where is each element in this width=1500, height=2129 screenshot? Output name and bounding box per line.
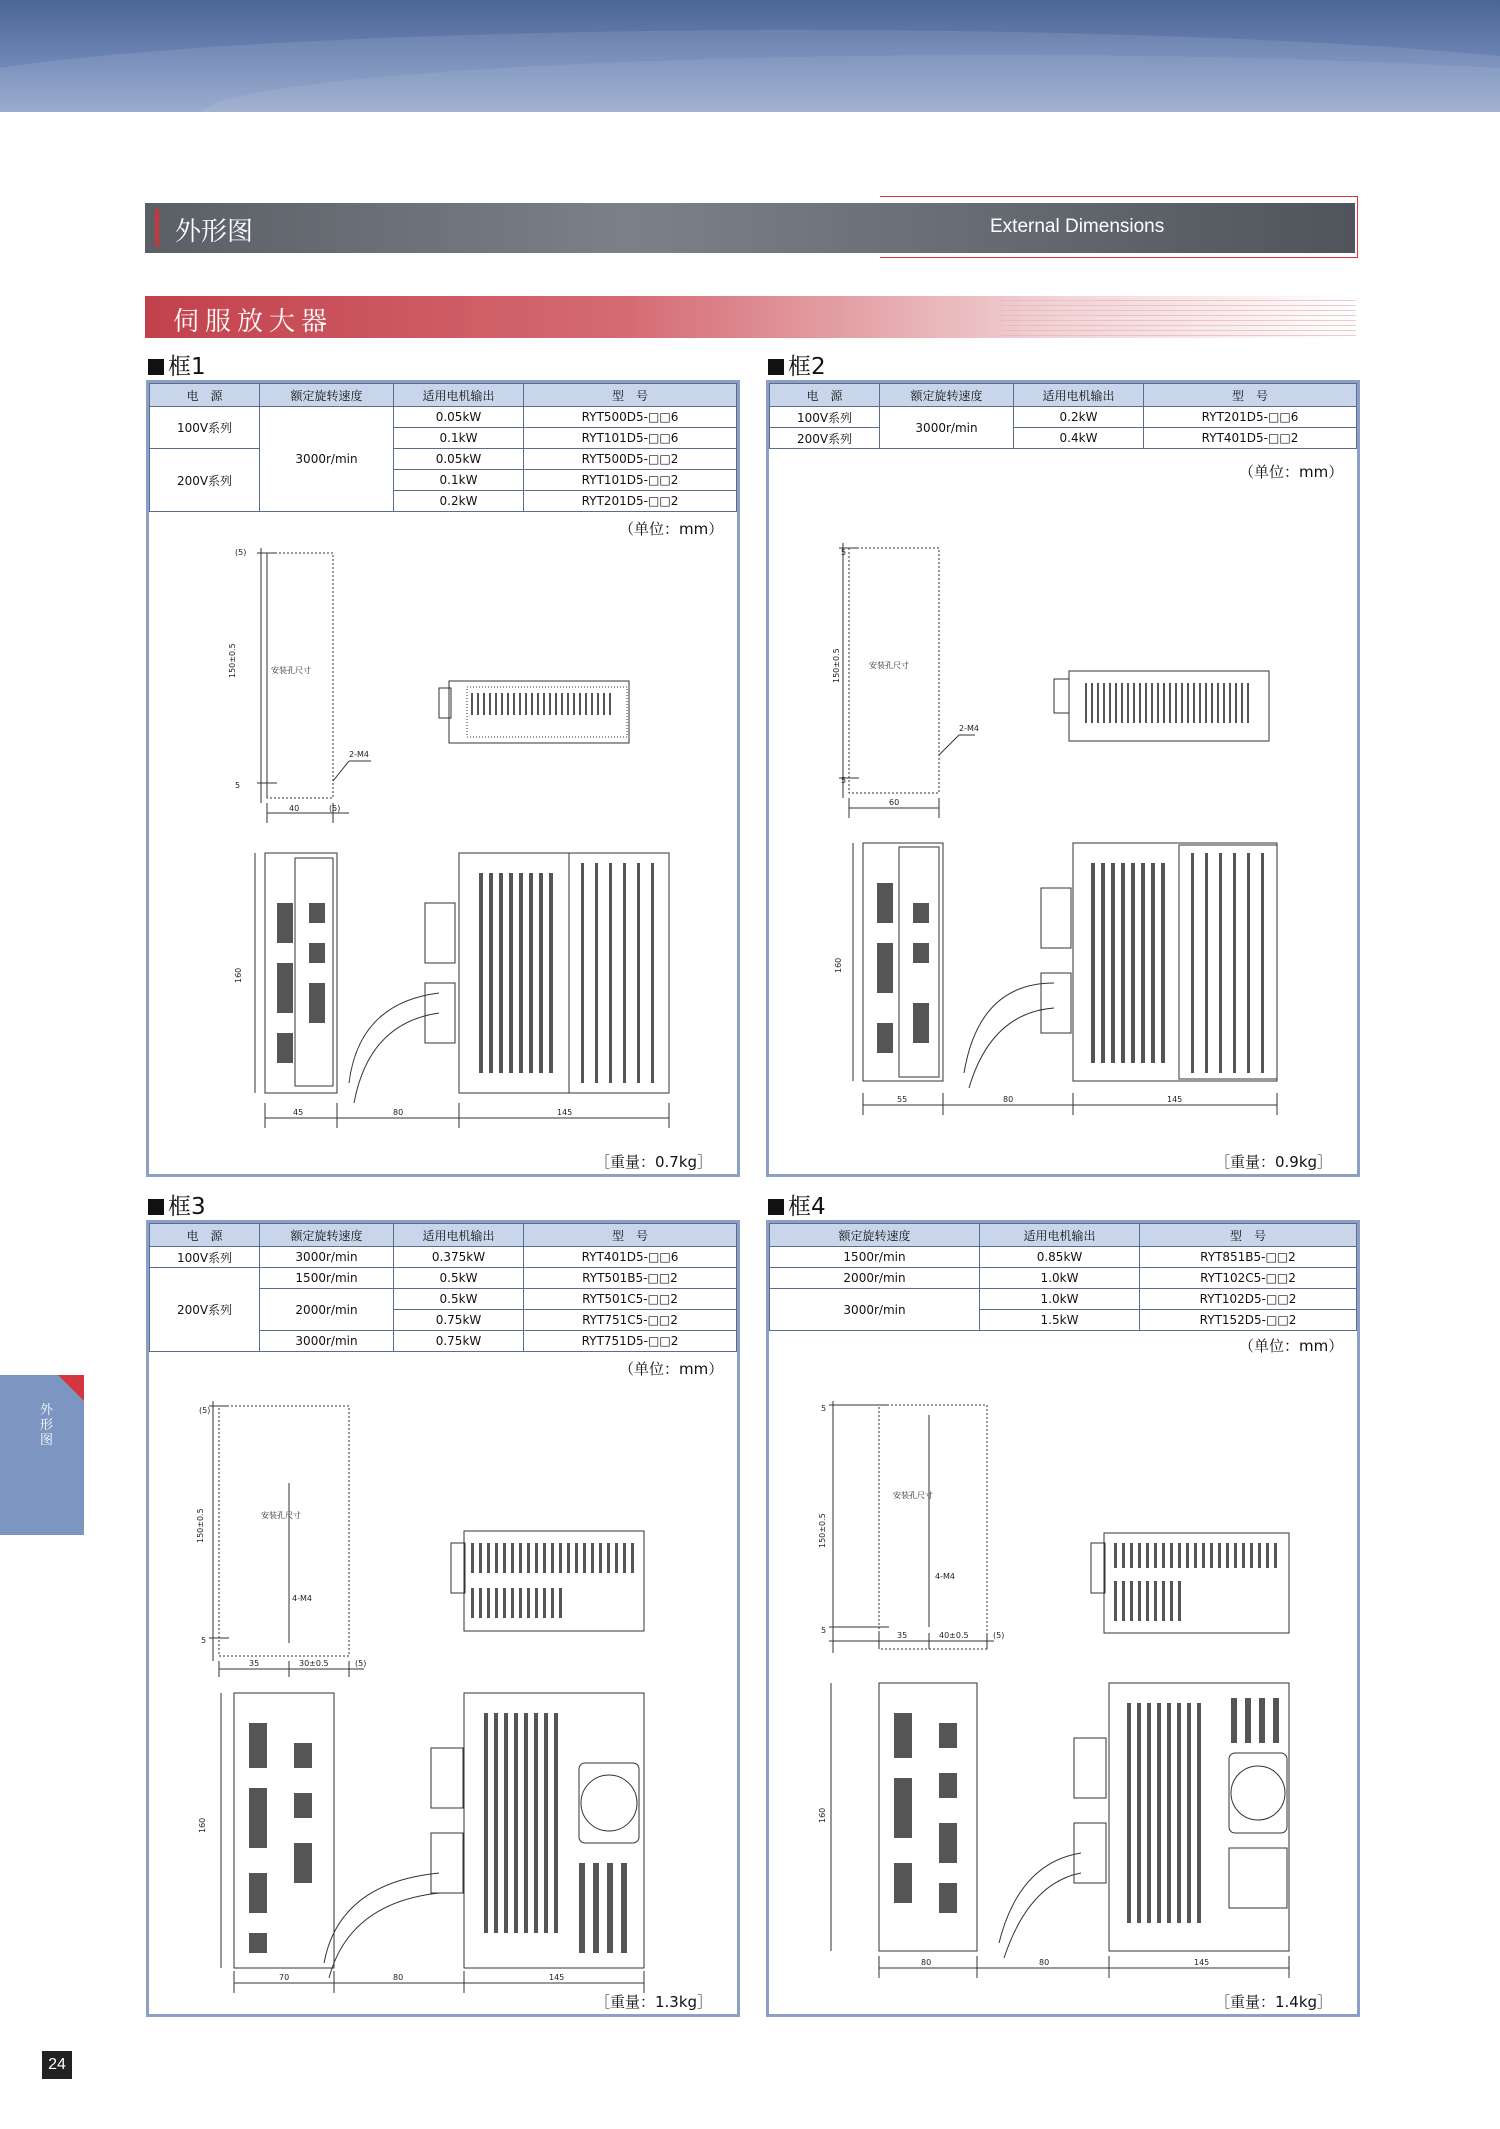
frame1-dim-top: (5) <box>235 548 247 557</box>
frame2-hole-label: 安装孔尺寸 <box>869 661 909 670</box>
frame4-dim-top: 5 <box>821 1404 827 1413</box>
frame3-side-w2: 145 <box>549 1973 565 1982</box>
frame4-drawing <box>769 1223 1357 2013</box>
frame3-front-w: 70 <box>279 1973 290 1982</box>
page-number: 24 <box>42 2051 72 2079</box>
frame3-dim-a: 35 <box>249 1659 260 1668</box>
frame4-unit: （单位：mm） <box>1239 1337 1344 1355</box>
section-bar <box>145 203 1355 253</box>
frame2-front-w: 55 <box>897 1095 908 1104</box>
frame2-spec-table: 电 源 额定旋转速度 适用电机输出 型 号 100V系列 3000r/min 0.2kW RYT201D5-□□6 200V系列 0.4kW RYT401D5-□□2 <box>769 383 1357 449</box>
frame1-front-height: 160 <box>234 967 243 983</box>
frame4-screw: 4-M4 <box>935 1572 955 1581</box>
frame4-side-w: 80 <box>1039 1958 1050 1967</box>
frame4-front-height: 160 <box>818 1807 827 1823</box>
frame4-front-w: 80 <box>921 1958 932 1967</box>
frame4-dim-bottom: 5 <box>821 1626 827 1635</box>
frame1-weight: ［重量：0.7kg］ <box>595 1153 713 1171</box>
section-title-en: External Dimensions <box>990 216 1165 237</box>
frame1-drawing <box>149 383 737 1173</box>
side-tab-corner <box>58 1375 84 1401</box>
frame4-dim-c: (5) <box>993 1631 1005 1640</box>
frame3-weight: ［重量：1.3kg］ <box>595 1993 713 2011</box>
frame2-box <box>766 380 1360 1177</box>
frame3-dim-b: 30±0.5 <box>299 1659 329 1668</box>
frame1-side-w: 80 <box>393 1108 404 1117</box>
subsection-title: 伺服放大器 <box>173 307 334 337</box>
frame1-unit: （单位：mm） <box>619 520 724 538</box>
frame4-label: 框4 <box>768 1188 826 1221</box>
side-tab-label: 外形图 <box>40 1403 54 1448</box>
frame2-dim-width: 60 <box>889 798 900 807</box>
frame4-dim-height: 150±0.5 <box>818 1513 827 1548</box>
frame4-dim-a: 35 <box>897 1631 908 1640</box>
frame2-side-w: 80 <box>1003 1095 1014 1104</box>
frame3-side-w: 80 <box>393 1973 404 1982</box>
frame3-screw: 4-M4 <box>292 1594 312 1603</box>
frame3-drawing <box>149 1223 737 2013</box>
frame3-front-height: 160 <box>198 1817 207 1833</box>
frame2-screw: 2-M4 <box>959 724 979 733</box>
frame2-unit: （单位：mm） <box>1239 463 1344 481</box>
frame4-box <box>766 1220 1360 2017</box>
frame2-dim-top: 5 <box>841 548 847 557</box>
frame2-side-w2: 145 <box>1167 1095 1183 1104</box>
frame1-dim-bottom: 5 <box>235 781 241 790</box>
frame2-front-height: 160 <box>834 957 843 973</box>
frame2-dim-bottom: 5 <box>841 776 847 785</box>
frame2-weight: ［重量：0.9kg］ <box>1215 1153 1333 1171</box>
frame3-dim-height: 150±0.5 <box>196 1508 205 1543</box>
frame1-box <box>146 380 740 1177</box>
frame1-front-w: 45 <box>293 1108 304 1117</box>
frame4-hole-label: 安装孔尺寸 <box>893 1491 933 1500</box>
frame1-side-w2: 145 <box>557 1108 573 1117</box>
frame3-dim-bottom: 5 <box>201 1636 207 1645</box>
frame1-dim-width: 40 <box>289 804 300 813</box>
frame1-screw: 2-M4 <box>349 750 369 759</box>
frame1-hole-label: 安装孔尺寸 <box>271 666 311 675</box>
frame3-dim-top: (5) <box>199 1406 211 1415</box>
frame2-dim-height: 150±0.5 <box>832 648 841 683</box>
top-banner <box>0 0 1500 112</box>
frame2-label: 框2 <box>768 348 826 381</box>
frame4-weight: ［重量：1.4kg］ <box>1215 1993 1333 2011</box>
frame4-spec-table: 额定旋转速度 适用电机输出 型 号 1500r/min 0.85kW RYT851B5-□□2 2000r/min 1.0kW RYT102C5-□□2 3000r/min 1.0kW RYT102D5-□□2 1.5kW RYT152D5-□□2 <box>769 1223 1357 1331</box>
frame3-label: 框3 <box>148 1188 206 1221</box>
frame3-box <box>146 1220 740 2017</box>
section-title: 外形图 <box>175 217 254 247</box>
section-bar-accent <box>155 209 159 247</box>
frame3-unit: （单位：mm） <box>619 1360 724 1378</box>
frame1-spec-table: 电 源 额定旋转速度 适用电机输出 型 号 100V系列 3000r/min 0.05kW RYT500D5-□□6 0.1kW RYT101D5-□□6 200V系列 0.05kW RYT500D5-□□2 0.1kW RYT101D5-□□2 0.2kW RYT201D5-□□2 <box>149 383 737 512</box>
frame3-hole-label: 安装孔尺寸 <box>261 1511 301 1520</box>
subsection-bar-stripes <box>1000 296 1356 338</box>
frame1-dim-width2: (5) <box>329 804 341 813</box>
frame3-spec-table: 电 源 额定旋转速度 适用电机输出 型 号 100V系列 3000r/min 0.375kW RYT401D5-□□6 200V系列 1500r/min 0.5kW RYT501B5-□□2 2000r/min 0.5kW RYT501C5-□□2 0.75kW RYT751C5-□□2 3000r/min 0.75kW RYT751D5-□□2 <box>149 1223 737 1352</box>
frame4-dim-b: 40±0.5 <box>939 1631 969 1640</box>
frame4-side-w2: 145 <box>1194 1958 1210 1967</box>
frame1-dim-height: 150±0.5 <box>228 643 237 678</box>
frame3-dim-c: (5) <box>355 1659 367 1668</box>
frame1-label: 框1 <box>148 348 206 381</box>
frame2-drawing <box>769 383 1357 1173</box>
side-tab[interactable] <box>0 1375 84 1535</box>
